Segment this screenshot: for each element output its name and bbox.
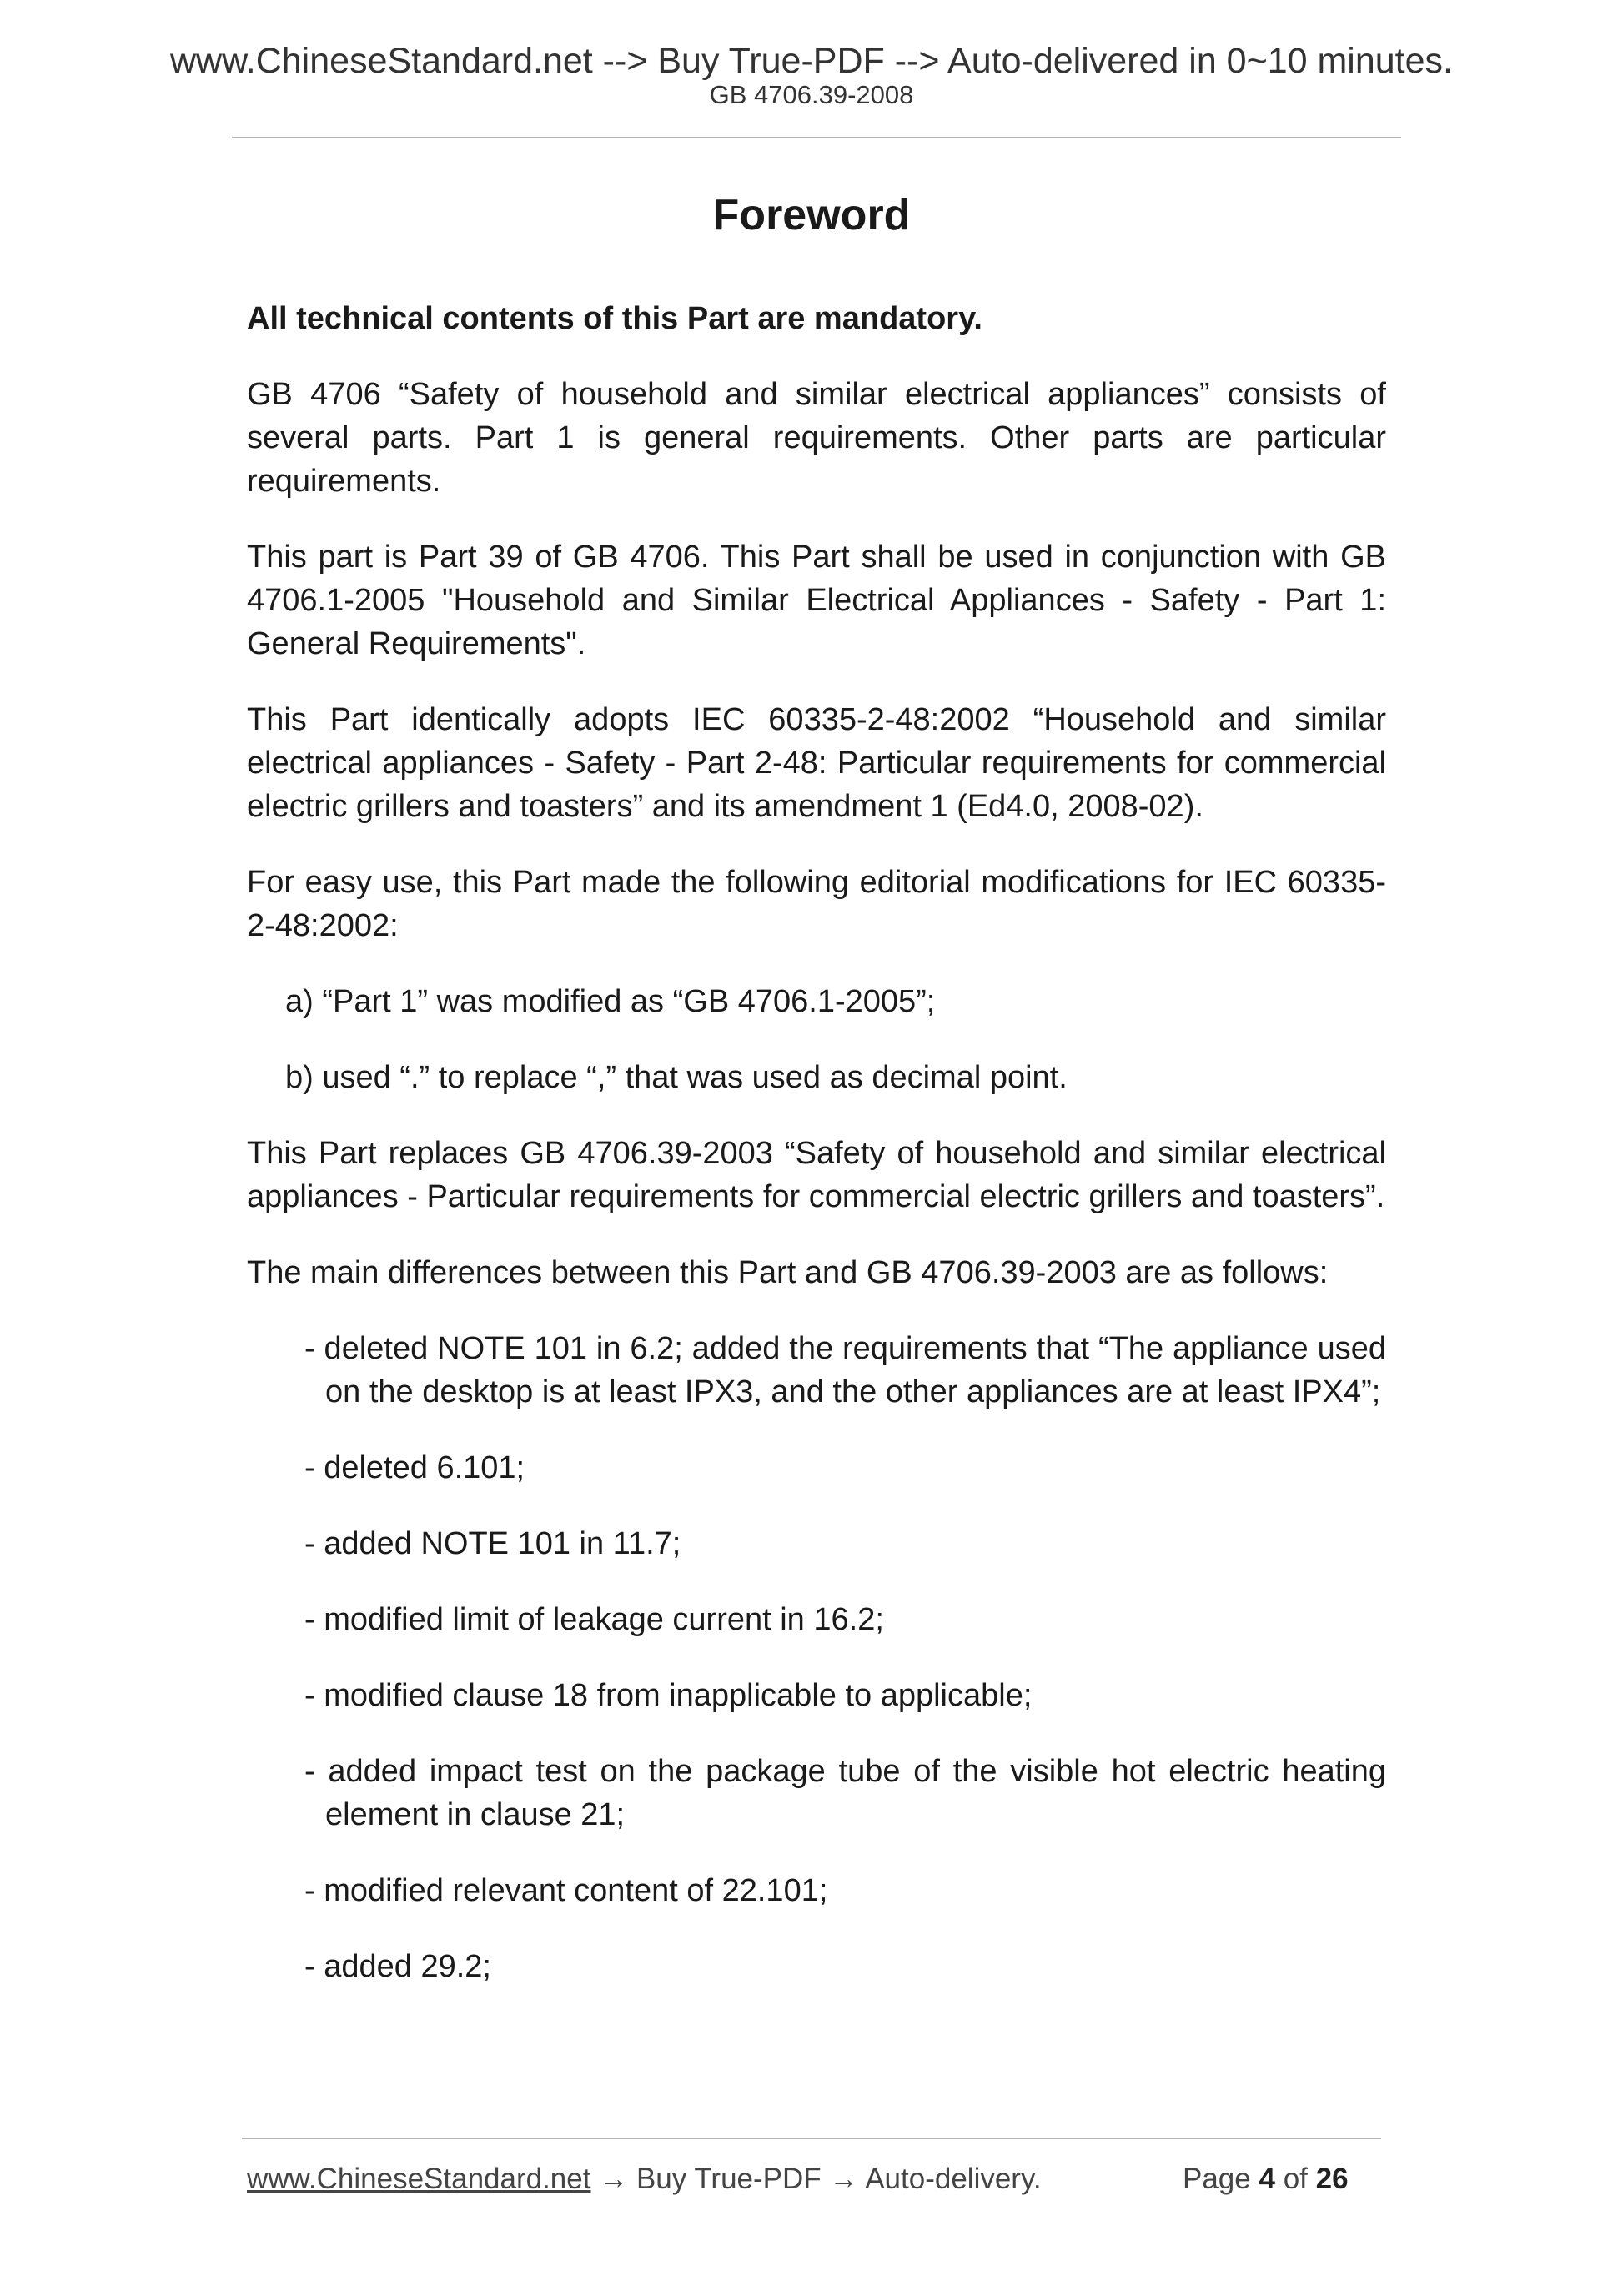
modification-item: a) “Part 1” was modified as “GB 4706.1-2005”; — [285, 984, 936, 1019]
paragraph-series-description: GB 4706 “Safety of household and similar electrical appliances” consists of several parts. Part 1 is general requirements. Other parts are particular requirements. — [247, 377, 1386, 499]
mandatory-statement: All technical contents of this Part are mandatory. — [247, 301, 982, 336]
modification-item: b) used “.” to replace “,” that was used as decimal point. — [285, 1060, 1068, 1095]
page-label: Page — [1183, 2163, 1251, 2195]
paragraph-part-scope: This part is Part 39 of GB 4706. This Part shall be used in conjunction with GB 4706.1-2005 "Household and Similar Electrical Appliances - Safety - Part 1: General Requirements". — [247, 540, 1386, 661]
difference-item: - modified relevant content of 22.101; — [304, 1873, 828, 1908]
page-indicator — [1183, 2164, 1349, 2193]
document-body — [247, 297, 1386, 2021]
difference-item: - deleted NOTE 101 in 6.2; added the requirements that “The appliance used on the desktop is at least IPX3, and the other appliances are at least IPX4”; — [304, 1331, 1386, 1409]
of-label: of — [1283, 2163, 1308, 2195]
paragraph-replaces: This Part replaces GB 4706.39-2003 “Safety of household and similar electrical appliances - Particular requirements for commercial electric grillers and toasters”. — [247, 1136, 1386, 1214]
header-divider — [232, 137, 1401, 138]
footer-site-link[interactable]: www.ChineseStandard.net — [247, 2163, 591, 2195]
paragraph-iec-adoption: This Part identically adopts IEC 60335-2-48:2002 “Household and similar electrical appliances - Safety - Part 2-48: Particular requirements for commercial electric grillers and toasters” and its amendment 1 (Ed4.0, 2008-02). — [247, 702, 1386, 824]
footer-buy-text: Buy True-PDF — [636, 2163, 822, 2195]
page-total: 26 — [1315, 2163, 1349, 2195]
footer-delivery-text: Auto-delivery. — [865, 2163, 1042, 2195]
page-title: Foreword — [712, 191, 911, 239]
difference-item: - modified clause 18 from inapplicable to applicable; — [304, 1678, 1033, 1713]
difference-item: - added 29.2; — [304, 1949, 491, 1984]
difference-item: - added NOTE 101 in 11.7; — [304, 1526, 681, 1561]
arrow-right-icon: → — [599, 2163, 629, 2195]
page-number: 4 — [1259, 2163, 1275, 2195]
header-banner: www.ChineseStandard.net --> Buy True-PDF --> Auto-delivered in 0~10 minutes. — [169, 41, 1453, 81]
paragraph-main-differences: The main differences between this Part and GB 4706.39-2003 are as follows: — [247, 1255, 1329, 1290]
footer-links — [247, 2164, 1042, 2193]
document-number: GB 4706.39-2008 — [709, 80, 914, 109]
footer-divider — [242, 2138, 1381, 2139]
paragraph-editorial-modifications: For easy use, this Part made the following editorial modifications for IEC 60335-2-48:2002: — [247, 865, 1386, 943]
difference-item: - deleted 6.101; — [304, 1450, 525, 1485]
difference-item: - added impact test on the package tube of the visible hot electric heating element in clause 21; — [304, 1754, 1386, 1832]
difference-item: - modified limit of leakage current in 16.2; — [304, 1602, 884, 1637]
arrow-right-icon: → — [829, 2163, 859, 2195]
